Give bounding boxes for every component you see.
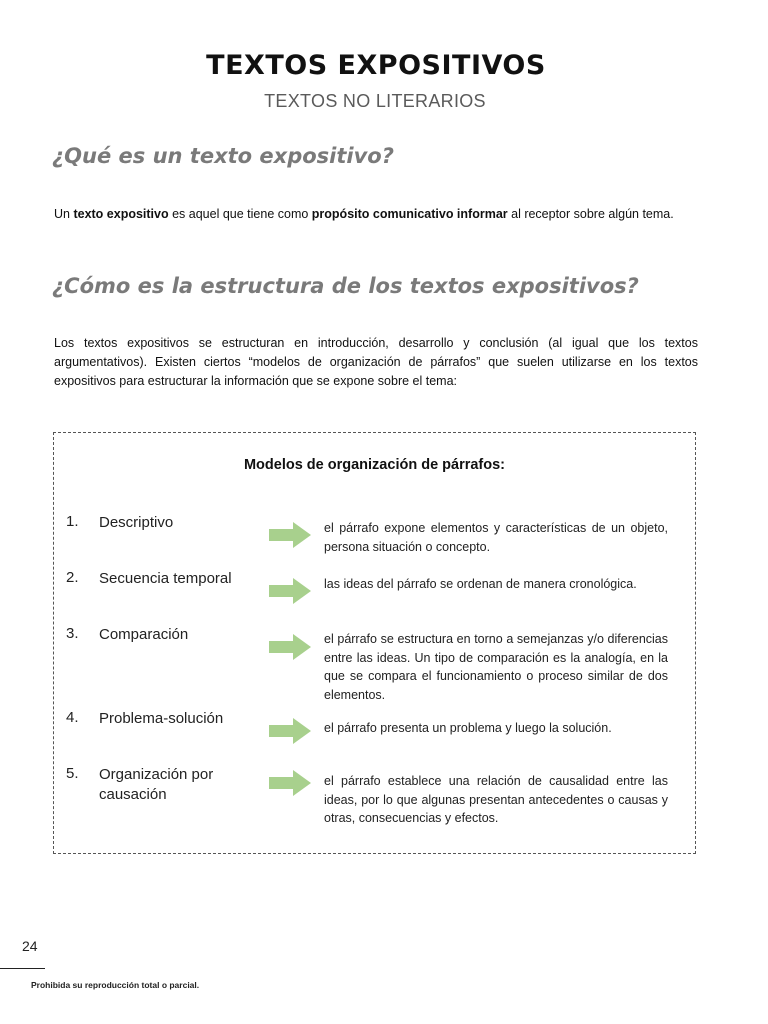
structure-paragraph: Los textos expositivos se estructuran en introducción, desarrollo y conclusión (al igual que los textos argumentativos). Existen ciertos “modelos de organización de párrafos” que suelen utilizarse en los textos expositivos para estructurar la información que se expone sobre el tema: <box>54 336 698 388</box>
model-number: 1. <box>66 513 79 530</box>
models-box <box>53 432 696 854</box>
model-number: 4. <box>66 709 79 726</box>
section-heading-what-is: ¿Qué es un texto expositivo? <box>52 144 394 168</box>
model-description: las ideas del párrafo se ordenan de manera cronológica. <box>324 577 637 591</box>
arrow-right-icon <box>269 770 311 796</box>
page-title: TEXTOS EXPOSITIVOS <box>206 50 546 81</box>
page-number: 24 <box>22 938 38 954</box>
model-number: 5. <box>66 765 79 782</box>
page-subtitle: TEXTOS NO LITERARIOS <box>264 91 486 111</box>
model-description: el párrafo expone elementos y características de un objeto, persona situación o concepto. <box>324 521 668 554</box>
model-description: el párrafo establece una relación de causalidad entre las ideas, por lo que algunas presentan antecedentes o causas y otras, consecuencias y efectos. <box>324 774 668 825</box>
model-label: Problema-solución <box>99 710 224 727</box>
definition-bold-2: propósito comunicativo informar <box>311 207 508 221</box>
definition-text-2: es aquel que tiene como <box>168 207 312 221</box>
footer-divider <box>0 968 45 969</box>
arrow-right-icon <box>269 718 311 744</box>
definition-text-3: al receptor sobre algún tema. <box>507 207 674 221</box>
model-description: el párrafo presenta un problema y luego la solución. <box>324 721 612 735</box>
model-description: el párrafo se estructura en torno a semejanzas y/o diferencias entre las ideas. Un tipo de comparación es la analogía, en la que se compara el funcionamiento o proceso similar de dos elementos. <box>324 632 668 702</box>
footer-copyright-note: Prohibida su reproducción total o parcial. <box>31 980 200 990</box>
model-number: 2. <box>66 569 79 586</box>
model-number: 3. <box>66 625 79 642</box>
definition-text-1: Un <box>54 207 74 221</box>
arrow-right-icon <box>269 522 311 548</box>
definition-bold-1: texto expositivo <box>73 207 169 221</box>
arrow-right-icon <box>269 578 311 604</box>
model-label: Comparación <box>99 626 189 643</box>
model-label: Descriptivo <box>99 514 174 531</box>
arrow-right-icon <box>269 634 311 660</box>
models-box-title: Modelos de organización de párrafos: <box>243 457 506 473</box>
model-label: Organización por causación <box>99 766 214 803</box>
definition-paragraph <box>54 204 698 224</box>
section-heading-structure: ¿Cómo es la estructura de los textos expositivos? <box>52 274 639 298</box>
model-label: Secuencia temporal <box>99 570 232 587</box>
